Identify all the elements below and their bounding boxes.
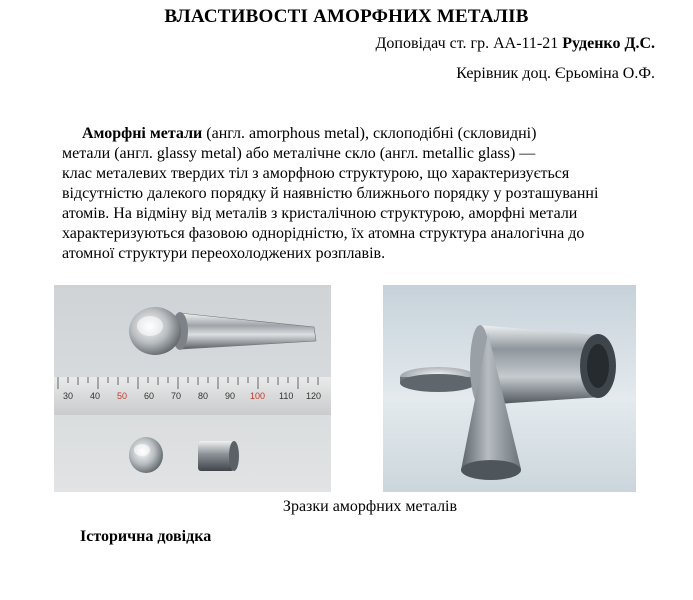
ruler-label: 40	[90, 391, 101, 401]
intro-paragraph	[62, 124, 657, 264]
ruler-label: 100	[250, 391, 266, 401]
paragraph-line-5: атомів. На відміну від металів з кристалічною структурою, аморфні метали	[62, 205, 578, 222]
samples-photo-ruler-image	[54, 285, 331, 492]
ruler-label: 60	[144, 391, 155, 401]
ruler-label: 90	[225, 391, 236, 401]
samples-photo-closeup	[383, 285, 636, 492]
ruler-label: 80	[198, 391, 209, 401]
supervisor-line: Керівник доц. Єрьоміна О.Ф.	[456, 65, 655, 82]
paragraph-line-6: характеризуються фазовою однорідністю, їх атомна структура аналогічна до	[62, 225, 585, 242]
ruler-label: 110	[279, 391, 294, 401]
ruler-label: 50	[117, 391, 128, 401]
paragraph-line-1-rest: (англ. amorphous metal), склоподібні (скловидні)	[202, 125, 537, 142]
ruler-label: 70	[171, 391, 182, 401]
paragraph-line-3: клас металевих твердих тіл з аморфною структурою, що характеризується	[62, 165, 570, 182]
page-title: ВЛАСТИВОСТІ АМОРФНИХ МЕТАЛІВ	[164, 6, 529, 27]
paragraph-line-7: атомної структури переохолоджених розплавів.	[62, 245, 386, 262]
samples-photo-closeup-image	[383, 285, 636, 492]
ruler-label: 120	[306, 391, 322, 401]
paragraph-term: Аморфні метали	[82, 125, 203, 142]
section-heading-history: Історична довідка	[80, 528, 212, 545]
samples-photo-ruler	[54, 285, 331, 492]
paragraph-line-2: метали (англ. glassy metal) або металічне скло (англ. metallic glass) —	[62, 145, 536, 162]
ruler-label: 30	[63, 391, 74, 401]
figure-caption: Зразки аморфних металів	[282, 498, 458, 515]
speaker-line	[376, 35, 656, 53]
paragraph-line-4: відсутністю далекого порядку й наявністю ближнього порядку у розташуванні	[62, 185, 599, 202]
paragraph-line-1	[62, 124, 657, 144]
speaker-prefix: Доповідач ст. гр. АА-11-21	[375, 35, 563, 52]
speaker-name: Руденко Д.С.	[562, 35, 655, 52]
